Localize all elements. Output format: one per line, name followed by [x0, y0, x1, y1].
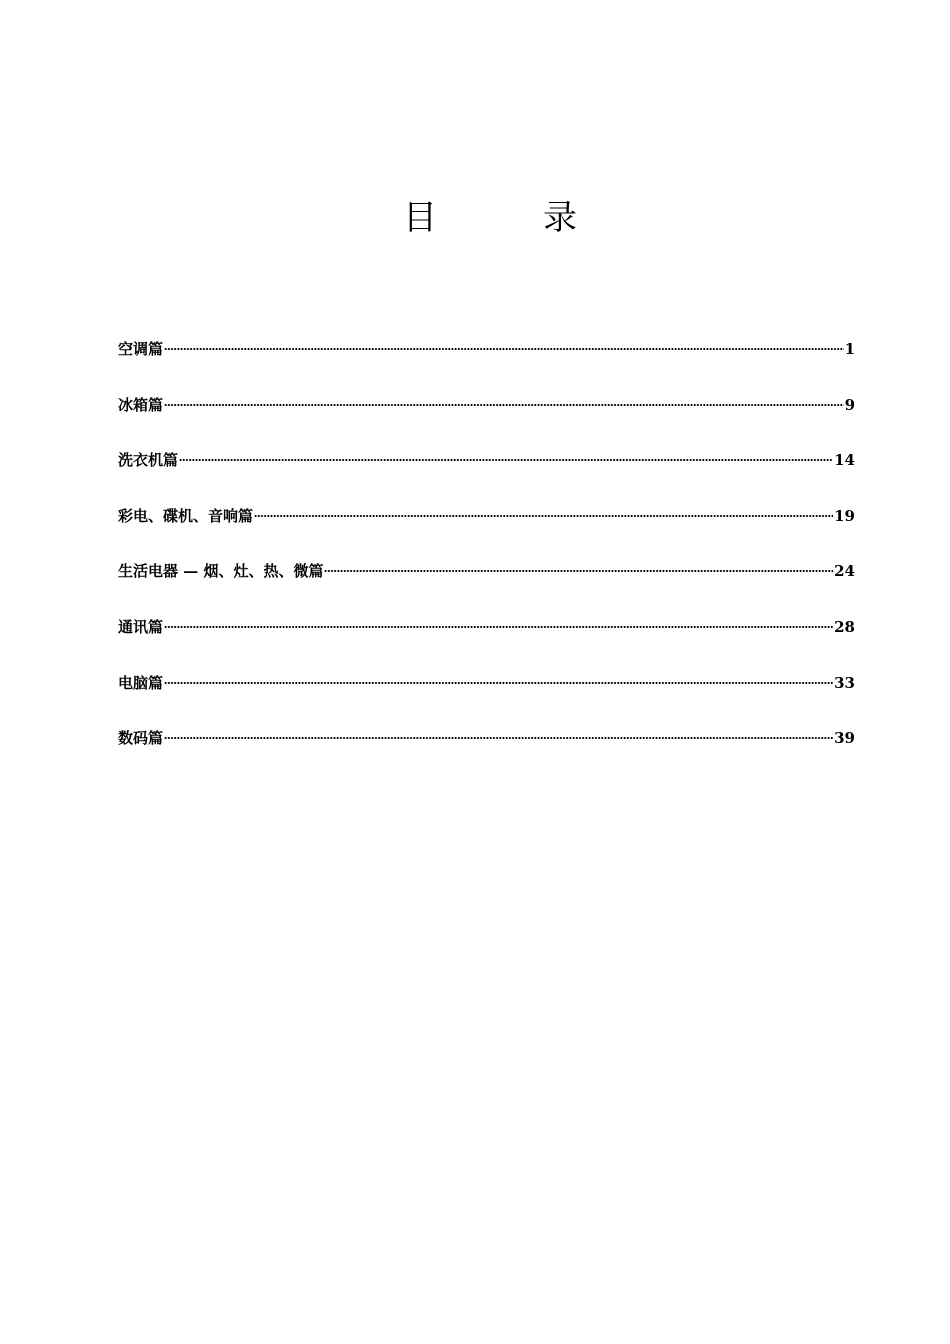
toc-entry-page-number: 19 — [834, 506, 855, 525]
toc-entry-label: 空调篇 — [118, 340, 164, 358]
page-title — [0, 190, 950, 239]
toc-entry-label: 电脑篇 — [118, 673, 164, 692]
toc-entry-air-conditioner[interactable] — [118, 338, 855, 394]
toc-entry-label: 洗衣机篇 — [118, 451, 179, 470]
toc-entry-page-number: 9 — [844, 395, 855, 414]
toc-entry-page-number: 39 — [834, 729, 855, 748]
toc-dot-leader — [324, 569, 833, 573]
toc-entry-home-appliances[interactable] — [118, 560, 855, 616]
toc-entry-page-number: 14 — [834, 451, 855, 470]
toc-entry-communication[interactable] — [118, 616, 855, 672]
toc-entry-computer[interactable] — [118, 672, 855, 728]
toc-dot-leader — [164, 347, 844, 351]
table-of-contents — [118, 338, 855, 783]
toc-entry-refrigerator[interactable] — [118, 394, 855, 450]
toc-entry-page-number: 24 — [834, 562, 855, 581]
toc-dot-leader — [164, 625, 833, 629]
toc-entry-label: 数码篇 — [118, 729, 164, 748]
toc-entry-washing-machine[interactable] — [118, 449, 855, 505]
toc-dot-leader — [179, 458, 833, 462]
toc-dot-leader — [254, 514, 833, 518]
title-char-2: 录 — [543, 198, 577, 238]
toc-entry-label: 冰箱篇 — [118, 395, 164, 414]
toc-entry-page-number: 28 — [834, 617, 855, 636]
toc-entry-tv-audio[interactable] — [118, 505, 855, 561]
toc-dot-leader — [164, 403, 844, 407]
toc-entry-label: 通讯篇 — [118, 617, 164, 636]
toc-entry-label: 生活电器 — 烟、灶、热、微篇 — [118, 562, 324, 581]
toc-entry-label: 彩电、碟机、音响篇 — [118, 506, 254, 525]
toc-entry-page-number: 33 — [834, 673, 855, 692]
toc-entry-digital[interactable] — [118, 727, 855, 783]
toc-dot-leader — [164, 736, 833, 740]
title-char-1: 目 — [403, 198, 437, 238]
toc-entry-page-number: 1 — [844, 340, 855, 358]
toc-dot-leader — [164, 681, 833, 685]
